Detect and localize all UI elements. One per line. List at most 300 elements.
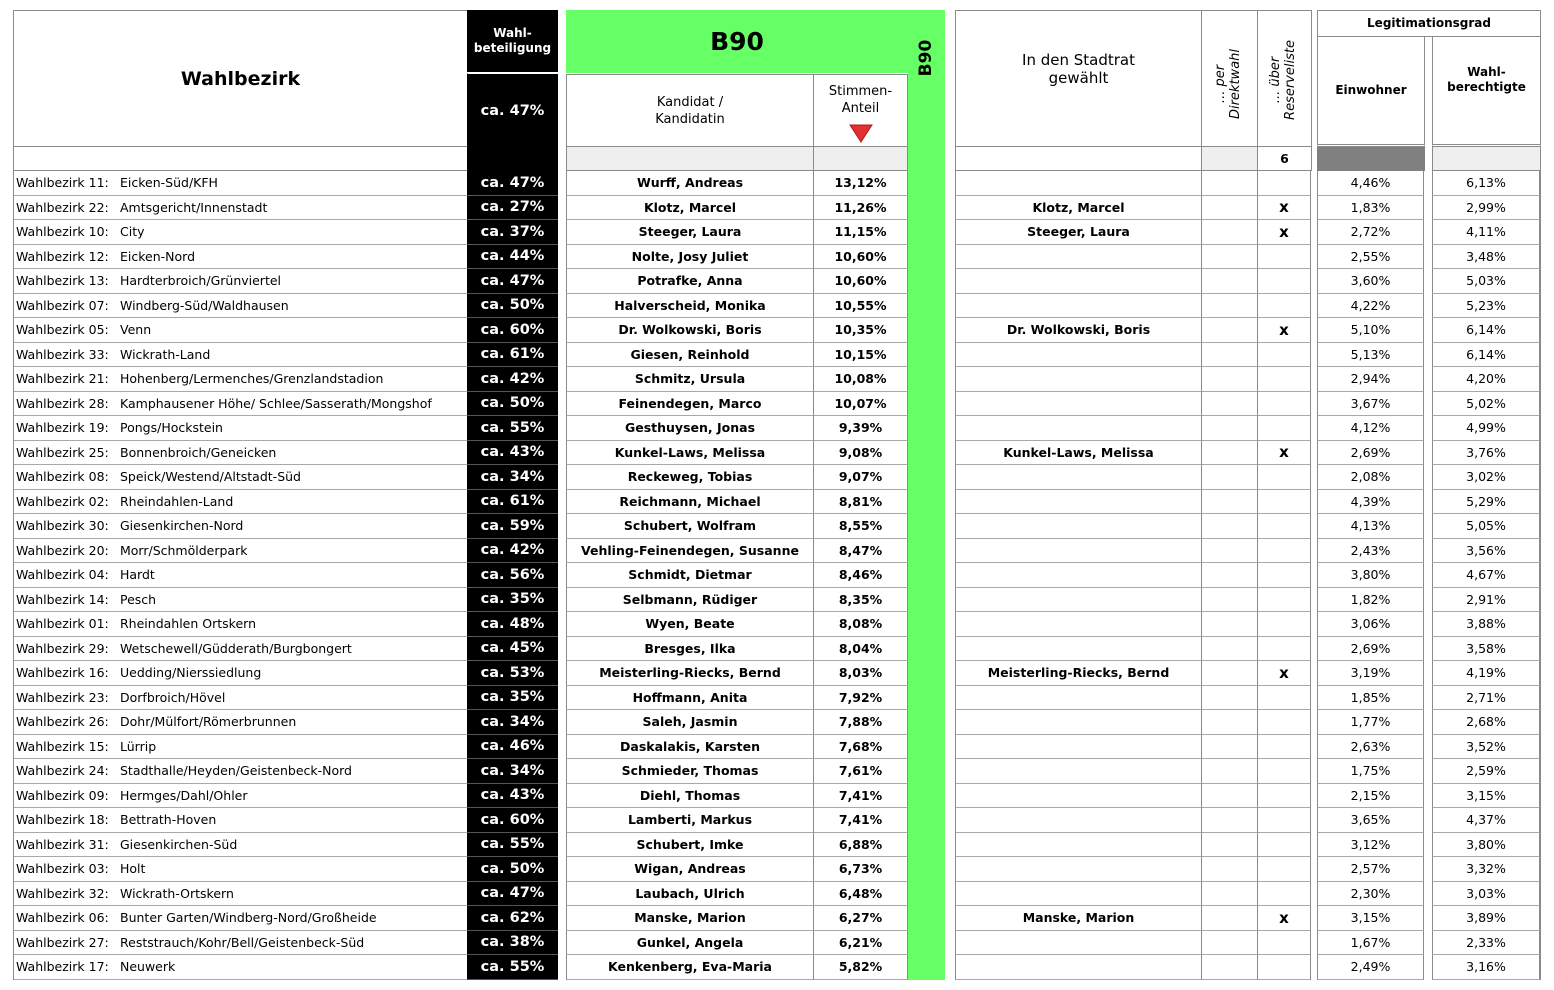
legitimation-einwohner-cell: 2,57%	[1317, 857, 1424, 882]
wahlbezirk-name: Eicken-Süd/KFH	[120, 175, 218, 191]
wahlbezirk-number: Wahlbezirk 19:	[16, 420, 109, 436]
legitimation-wahlberechtigte-cell: 5,02%	[1432, 392, 1540, 417]
wahlbezirk-name: Pesch	[120, 591, 157, 607]
elected-cell	[955, 392, 1201, 417]
wahlbezirk-cell	[14, 833, 467, 858]
reserveliste-cell	[1257, 171, 1311, 196]
table-row	[0, 441, 1554, 466]
vote-share-cell: 11,15%	[813, 220, 908, 245]
candidate-cell: Dr. Wolkowski, Boris	[566, 318, 813, 343]
wahlbezirk-name: City	[120, 224, 145, 240]
vote-share-cell: 6,27%	[813, 906, 908, 931]
stadtrat-label: In den Stadtrat gewählt	[1022, 50, 1135, 87]
legitimation-einwohner-cell: 1,75%	[1317, 759, 1424, 784]
reserveliste-cell: x	[1257, 196, 1311, 221]
wahlbezirk-cell	[14, 588, 467, 613]
wahlbezirk-cell	[14, 465, 467, 490]
wahlbezirk-number: Wahlbezirk 01:	[16, 616, 109, 632]
elected-cell	[955, 465, 1201, 490]
candidate-cell: Kunkel-Laws, Melissa	[566, 441, 813, 466]
wahlbezirk-number: Wahlbezirk 09:	[16, 787, 109, 803]
table-row	[0, 294, 1554, 319]
turnout-cell: ca. 45%	[467, 637, 558, 662]
turnout-cell: ca. 50%	[467, 392, 558, 417]
wahlbezirk-name: Amtsgericht/Innenstadt	[120, 199, 268, 215]
vote-share-cell: 7,92%	[813, 686, 908, 711]
wahlbezirk-number: Wahlbezirk 13:	[16, 273, 109, 289]
party-header	[566, 10, 908, 73]
wahlbezirk-number: Wahlbezirk 16:	[16, 665, 109, 681]
wahlbezirk-cell	[14, 318, 467, 343]
wahlbezirk-cell	[14, 735, 467, 760]
direktwahl-cell	[1201, 171, 1257, 196]
table-row	[0, 784, 1554, 809]
wahlbezirk-cell	[14, 367, 467, 392]
legitimation-einwohner-cell: 2,55%	[1317, 245, 1424, 270]
turnout-cell: ca. 55%	[467, 416, 558, 441]
wahlbezirk-cell	[14, 245, 467, 270]
reserveliste-cell	[1257, 882, 1311, 907]
legitimation-wahlberechtigte-cell: 4,99%	[1432, 416, 1540, 441]
vote-share-cell: 10,15%	[813, 343, 908, 368]
legitimation-einwohner-cell: 5,13%	[1317, 343, 1424, 368]
legitimation-wahlberechtigte-cell: 2,59%	[1432, 759, 1540, 784]
wahlbezirk-number: Wahlbezirk 04:	[16, 567, 109, 583]
kandidat-label: Kandidat / Kandidatin	[655, 94, 725, 127]
wahlbezirk-number: Wahlbezirk 11:	[16, 175, 109, 191]
vote-share-cell: 10,60%	[813, 269, 908, 294]
reserveliste-cell	[1257, 686, 1311, 711]
vote-share-cell: 9,39%	[813, 416, 908, 441]
candidate-cell: Schubert, Wolfram	[566, 514, 813, 539]
candidate-cell: Steeger, Laura	[566, 220, 813, 245]
wahlbezirk-number: Wahlbezirk 30:	[16, 518, 109, 534]
wahlberechtigte-label: Wahl- berechtigte	[1447, 65, 1526, 94]
table-row	[0, 220, 1554, 245]
legitimation-einwohner-cell: 3,15%	[1317, 906, 1424, 931]
legitimation-einwohner-cell: 5,10%	[1317, 318, 1424, 343]
table-row	[0, 759, 1554, 784]
candidate-cell: Schmidt, Dietmar	[566, 563, 813, 588]
legitimation-label: Legitimationsgrad	[1367, 16, 1491, 30]
reserveliste-cell	[1257, 637, 1311, 662]
wahlbezirk-cell	[14, 514, 467, 539]
reserveliste-count: 6	[1257, 147, 1312, 171]
vote-share-cell: 6,73%	[813, 857, 908, 882]
table-row	[0, 735, 1554, 760]
candidate-cell: Nolte, Josy Juliet	[566, 245, 813, 270]
vote-share-cell: 6,21%	[813, 931, 908, 956]
wahlbezirk-name: Pongs/Hockstein	[120, 420, 223, 436]
turnout-cell: ca. 61%	[467, 343, 558, 368]
wahlbezirk-cell	[14, 343, 467, 368]
wahlbezirk-name: Morr/Schmölderpark	[120, 542, 248, 558]
wahlbezirk-name: Stadthalle/Heyden/Geistenbeck-Nord	[120, 763, 352, 779]
table-row	[0, 710, 1554, 735]
direktwahl-cell	[1201, 367, 1257, 392]
vote-share-cell: 9,07%	[813, 465, 908, 490]
wahlbezirk-name: Giesenkirchen-Süd	[120, 836, 238, 852]
direktwahl-cell	[1201, 661, 1257, 686]
legitimation-wahlberechtigte-cell: 3,52%	[1432, 735, 1540, 760]
wahlbezirk-name: Wetschewell/Güdderath/Burgbongert	[120, 640, 352, 656]
elected-cell: Manske, Marion	[955, 906, 1201, 931]
wahlbezirk-number: Wahlbezirk 21:	[16, 371, 109, 387]
elected-cell	[955, 686, 1201, 711]
wahlbezirk-number: Wahlbezirk 25:	[16, 444, 109, 460]
direktwahl-cell	[1201, 882, 1257, 907]
wahlbezirk-cell	[14, 931, 467, 956]
legitimation-wahlberechtigte-cell: 3,80%	[1432, 833, 1540, 858]
wahlbezirk-name: Uedding/Nierssiedlung	[120, 665, 262, 681]
table-row	[0, 367, 1554, 392]
elected-cell	[955, 269, 1201, 294]
direktwahl-cell	[1201, 759, 1257, 784]
wahlbezirk-cell	[14, 857, 467, 882]
reserveliste-cell	[1257, 588, 1311, 613]
elected-cell	[955, 784, 1201, 809]
wahlbeteiligung-total: ca. 47%	[467, 74, 558, 147]
direktwahl-cell	[1201, 637, 1257, 662]
reserveliste-cell	[1257, 931, 1311, 956]
candidate-cell: Daskalakis, Karsten	[566, 735, 813, 760]
legitimation-einwohner-cell: 4,39%	[1317, 490, 1424, 515]
elected-cell: Steeger, Laura	[955, 220, 1201, 245]
direktwahl-cell	[1201, 686, 1257, 711]
vote-share-cell: 8,47%	[813, 539, 908, 564]
vote-share-cell: 10,07%	[813, 392, 908, 417]
legitimation-wahlberechtigte-cell: 3,58%	[1432, 637, 1540, 662]
reserveliste-cell: x	[1257, 318, 1311, 343]
turnout-cell: ca. 53%	[467, 661, 558, 686]
turnout-cell: ca. 34%	[467, 465, 558, 490]
legitimation-einwohner-cell: 1,83%	[1317, 196, 1424, 221]
direktwahl-cell	[1201, 588, 1257, 613]
legitimation-wahlberechtigte-cell: 5,03%	[1432, 269, 1540, 294]
turnout-cell: ca. 35%	[467, 588, 558, 613]
direktwahl-cell	[1201, 220, 1257, 245]
vote-share-cell: 7,41%	[813, 808, 908, 833]
direktwahl-cell	[1201, 612, 1257, 637]
direktwahl-cell	[1201, 857, 1257, 882]
turnout-cell: ca. 56%	[467, 563, 558, 588]
legitimation-einwohner-cell: 4,13%	[1317, 514, 1424, 539]
wahlbezirk-name: Holt	[120, 861, 146, 877]
elected-cell	[955, 808, 1201, 833]
table-row	[0, 465, 1554, 490]
turnout-cell: ca. 48%	[467, 612, 558, 637]
turnout-cell: ca. 37%	[467, 220, 558, 245]
reserveliste-cell	[1257, 416, 1311, 441]
reserveliste-cell	[1257, 563, 1311, 588]
elected-cell	[955, 735, 1201, 760]
wahlbezirk-number: Wahlbezirk 17:	[16, 959, 109, 975]
candidate-cell: Halverscheid, Monika	[566, 294, 813, 319]
wahlbezirk-name: Lürrip	[120, 738, 157, 754]
candidate-cell: Hoffmann, Anita	[566, 686, 813, 711]
candidate-cell: Schubert, Imke	[566, 833, 813, 858]
direktwahl-cell	[1201, 808, 1257, 833]
legitimation-wahlberechtigte-cell: 4,67%	[1432, 563, 1540, 588]
legitimation-wahlberechtigte-cell: 4,11%	[1432, 220, 1540, 245]
elected-cell	[955, 367, 1201, 392]
legitimation-einwohner-cell: 2,72%	[1317, 220, 1424, 245]
turnout-cell: ca. 61%	[467, 490, 558, 515]
vote-share-cell: 9,08%	[813, 441, 908, 466]
turnout-cell: ca. 47%	[467, 882, 558, 907]
reserveliste-cell	[1257, 857, 1311, 882]
reserveliste-cell	[1257, 710, 1311, 735]
wahlbezirk-name: Hermges/Dahl/Ohler	[120, 787, 248, 803]
legitimation-wahlberechtigte-cell: 5,05%	[1432, 514, 1540, 539]
elected-cell	[955, 588, 1201, 613]
wahlbezirk-name: Dorfbroich/Hövel	[120, 689, 226, 705]
candidate-cell: Lamberti, Markus	[566, 808, 813, 833]
reserveliste-header	[1257, 10, 1312, 147]
wahlbezirk-cell	[14, 196, 467, 221]
turnout-cell: ca. 42%	[467, 367, 558, 392]
table-row	[0, 808, 1554, 833]
vote-share-cell: 10,60%	[813, 245, 908, 270]
stimmen-header[interactable]	[813, 74, 908, 147]
vote-share-cell: 7,41%	[813, 784, 908, 809]
elected-cell	[955, 343, 1201, 368]
wahlbezirk-name: Bonnenbroich/Geneicken	[120, 444, 277, 460]
wahlbezirk-number: Wahlbezirk 10:	[16, 224, 109, 240]
direktwahl-cell	[1201, 465, 1257, 490]
wahlbezirk-number: Wahlbezirk 22:	[16, 199, 109, 215]
wahlbezirk-name: Giesenkirchen-Nord	[120, 518, 244, 534]
wahlbezirk-title: Wahlbezirk	[180, 67, 301, 90]
turnout-cell: ca. 60%	[467, 808, 558, 833]
turnout-cell: ca. 47%	[467, 269, 558, 294]
legitimation-wahlberechtigte-cell: 4,19%	[1432, 661, 1540, 686]
reserveliste-cell	[1257, 759, 1311, 784]
elected-cell	[955, 759, 1201, 784]
wahlbezirk-number: Wahlbezirk 31:	[16, 836, 109, 852]
wahlbezirk-number: Wahlbezirk 06:	[16, 910, 109, 926]
turnout-cell: ca. 50%	[467, 857, 558, 882]
elected-cell	[955, 490, 1201, 515]
table-row	[0, 245, 1554, 270]
turnout-cell: ca. 38%	[467, 931, 558, 956]
legitimation-wahlberechtigte-cell: 3,89%	[1432, 906, 1540, 931]
wahlbezirk-name: Speick/Westend/Altstadt-Süd	[120, 469, 301, 485]
wahlbezirk-cell	[14, 392, 467, 417]
wahlbezirk-cell	[14, 637, 467, 662]
elected-cell	[955, 416, 1201, 441]
elected-cell	[955, 857, 1201, 882]
legitimation-einwohner-cell: 2,49%	[1317, 955, 1424, 980]
table-row	[0, 539, 1554, 564]
table-row	[0, 318, 1554, 343]
wahlbezirk-name: Rheindahlen-Land	[120, 493, 234, 509]
direktwahl-cell	[1201, 416, 1257, 441]
wahlbezirk-cell	[14, 882, 467, 907]
vote-share-cell: 7,61%	[813, 759, 908, 784]
table-row	[0, 661, 1554, 686]
direktwahl-cell	[1201, 294, 1257, 319]
turnout-cell: ca. 35%	[467, 686, 558, 711]
vote-share-cell: 7,68%	[813, 735, 908, 760]
candidate-cell: Schmieder, Thomas	[566, 759, 813, 784]
candidate-cell: Vehling-Feinendegen, Susanne	[566, 539, 813, 564]
candidate-cell: Potrafke, Anna	[566, 269, 813, 294]
wahlbezirk-cell	[14, 612, 467, 637]
legitimation-einwohner-cell: 3,67%	[1317, 392, 1424, 417]
elected-cell	[955, 931, 1201, 956]
legitimation-wahlberechtigte-cell: 2,91%	[1432, 588, 1540, 613]
wahlbezirk-number: Wahlbezirk 12:	[16, 248, 109, 264]
wahlbezirk-number: Wahlbezirk 05:	[16, 322, 109, 338]
wahlbezirk-name: Wickrath-Ortskern	[120, 885, 234, 901]
legitimation-einwohner-cell: 1,67%	[1317, 931, 1424, 956]
legitimation-wahlberechtigte-cell: 2,33%	[1432, 931, 1540, 956]
legitimation-wahlberechtigte-cell: 3,48%	[1432, 245, 1540, 270]
table-row	[0, 955, 1554, 980]
legitimation-wahlberechtigte-cell: 6,14%	[1432, 343, 1540, 368]
wahlbezirk-name: Rheindahlen Ortskern	[120, 616, 256, 632]
candidate-cell: Wigan, Andreas	[566, 857, 813, 882]
direktwahl-cell	[1201, 490, 1257, 515]
party-name: B90	[710, 27, 764, 56]
legitimation-einwohner-cell: 2,43%	[1317, 539, 1424, 564]
direktwahl-cell	[1201, 269, 1257, 294]
candidate-cell: Giesen, Reinhold	[566, 343, 813, 368]
wahlbezirk-cell	[14, 490, 467, 515]
table-row	[0, 931, 1554, 956]
turnout-cell: ca. 50%	[467, 294, 558, 319]
candidate-cell: Bresges, Ilka	[566, 637, 813, 662]
kandidat-header	[566, 74, 814, 147]
table-row	[0, 686, 1554, 711]
wahlbezirk-cell	[14, 955, 467, 980]
elected-cell	[955, 637, 1201, 662]
direktwahl-cell	[1201, 563, 1257, 588]
reserveliste-cell	[1257, 955, 1311, 980]
table-row	[0, 637, 1554, 662]
vote-share-cell: 8,04%	[813, 637, 908, 662]
wahlbezirk-cell	[14, 906, 467, 931]
stimmen-label: Stimmen- Anteil	[828, 84, 893, 116]
vote-share-cell: 8,46%	[813, 563, 908, 588]
turnout-cell: ca. 42%	[467, 539, 558, 564]
vote-share-cell: 8,81%	[813, 490, 908, 515]
wahlbezirk-cell	[14, 171, 467, 196]
wahlbezirk-name: Reststrauch/Kohr/Bell/Geistenbeck-Süd	[120, 934, 365, 950]
elected-cell	[955, 171, 1201, 196]
direktwahl-cell	[1201, 441, 1257, 466]
vote-share-cell: 8,03%	[813, 661, 908, 686]
summary-row	[0, 147, 1554, 171]
stadtrat-header	[955, 10, 1202, 147]
turnout-cell: ca. 62%	[467, 906, 558, 931]
wahlbezirk-cell	[14, 784, 467, 809]
legitimation-wahlberechtigte-cell: 5,23%	[1432, 294, 1540, 319]
wahlbezirk-number: Wahlbezirk 33:	[16, 346, 109, 362]
einwohner-label: Einwohner	[1335, 83, 1407, 97]
wahlbezirk-name: Dohr/Mülfort/Römerbrunnen	[120, 714, 297, 730]
wahlbezirk-name: Hardt	[120, 567, 155, 583]
elected-cell	[955, 294, 1201, 319]
direktwahl-cell	[1201, 833, 1257, 858]
legitimation-wahlberechtigte-cell: 3,76%	[1432, 441, 1540, 466]
turnout-cell: ca. 43%	[467, 441, 558, 466]
table-row	[0, 563, 1554, 588]
legitimation-wahlberechtigte-cell: 4,37%	[1432, 808, 1540, 833]
wahlbezirk-number: Wahlbezirk 23:	[16, 689, 109, 705]
reserveliste-cell	[1257, 514, 1311, 539]
reserveliste-cell	[1257, 612, 1311, 637]
wahlbezirk-name: Venn	[120, 322, 152, 338]
elected-cell: Kunkel-Laws, Melissa	[955, 441, 1201, 466]
legitimation-einwohner-cell: 2,15%	[1317, 784, 1424, 809]
turnout-cell: ca. 34%	[467, 710, 558, 735]
wahlbezirk-name: Bettrath-Hoven	[120, 812, 217, 828]
reserveliste-cell	[1257, 465, 1311, 490]
reserveliste-cell	[1257, 833, 1311, 858]
reserveliste-label: ... über Reserveliste	[1268, 40, 1298, 120]
direktwahl-cell	[1201, 735, 1257, 760]
wahlbezirk-number: Wahlbezirk 15:	[16, 738, 109, 754]
table-row	[0, 490, 1554, 515]
table-row	[0, 857, 1554, 882]
table-row	[0, 833, 1554, 858]
elected-cell	[955, 833, 1201, 858]
einwohner-header	[1317, 36, 1425, 147]
vote-share-cell: 6,88%	[813, 833, 908, 858]
wahlbeteiligung-label: Wahl- beteiligung	[473, 26, 552, 55]
wahlbezirk-number: Wahlbezirk 27:	[16, 934, 109, 950]
direktwahl-cell	[1201, 196, 1257, 221]
reserveliste-cell	[1257, 294, 1311, 319]
candidate-cell: Wyen, Beate	[566, 612, 813, 637]
candidate-cell: Schmitz, Ursula	[566, 367, 813, 392]
legitimation-einwohner-cell: 3,06%	[1317, 612, 1424, 637]
wahlbezirk-cell	[14, 808, 467, 833]
legitimation-einwohner-cell: 3,65%	[1317, 808, 1424, 833]
vote-share-cell: 8,08%	[813, 612, 908, 637]
elected-cell: Klotz, Marcel	[955, 196, 1201, 221]
candidate-cell: Manske, Marion	[566, 906, 813, 931]
sort-descending-icon[interactable]	[849, 124, 873, 143]
wahlbezirk-cell	[14, 539, 467, 564]
wahlbezirk-cell	[14, 294, 467, 319]
reserveliste-cell	[1257, 808, 1311, 833]
elected-cell	[955, 245, 1201, 270]
wahlbezirk-number: Wahlbezirk 29:	[16, 640, 109, 656]
table-row	[0, 196, 1554, 221]
candidate-cell: Gunkel, Angela	[566, 931, 813, 956]
wahlbezirk-cell	[14, 416, 467, 441]
elected-cell	[955, 539, 1201, 564]
turnout-cell: ca. 43%	[467, 784, 558, 809]
legitimation-einwohner-cell: 1,77%	[1317, 710, 1424, 735]
table-row	[0, 514, 1554, 539]
legitimation-wahlberechtigte-cell: 2,68%	[1432, 710, 1540, 735]
wahlbezirk-cell	[14, 441, 467, 466]
elected-cell: Meisterling-Riecks, Bernd	[955, 661, 1201, 686]
legitimation-einwohner-cell: 3,12%	[1317, 833, 1424, 858]
wahlbezirk-name: Eicken-Nord	[120, 248, 196, 264]
direktwahl-cell	[1201, 392, 1257, 417]
wahlbezirk-name: Neuwerk	[120, 959, 176, 975]
legitimation-wahlberechtigte-cell: 6,13%	[1432, 171, 1540, 196]
turnout-cell: ca. 44%	[467, 245, 558, 270]
wahlbezirk-number: Wahlbezirk 03:	[16, 861, 109, 877]
direktwahl-cell	[1201, 343, 1257, 368]
table-row	[0, 882, 1554, 907]
